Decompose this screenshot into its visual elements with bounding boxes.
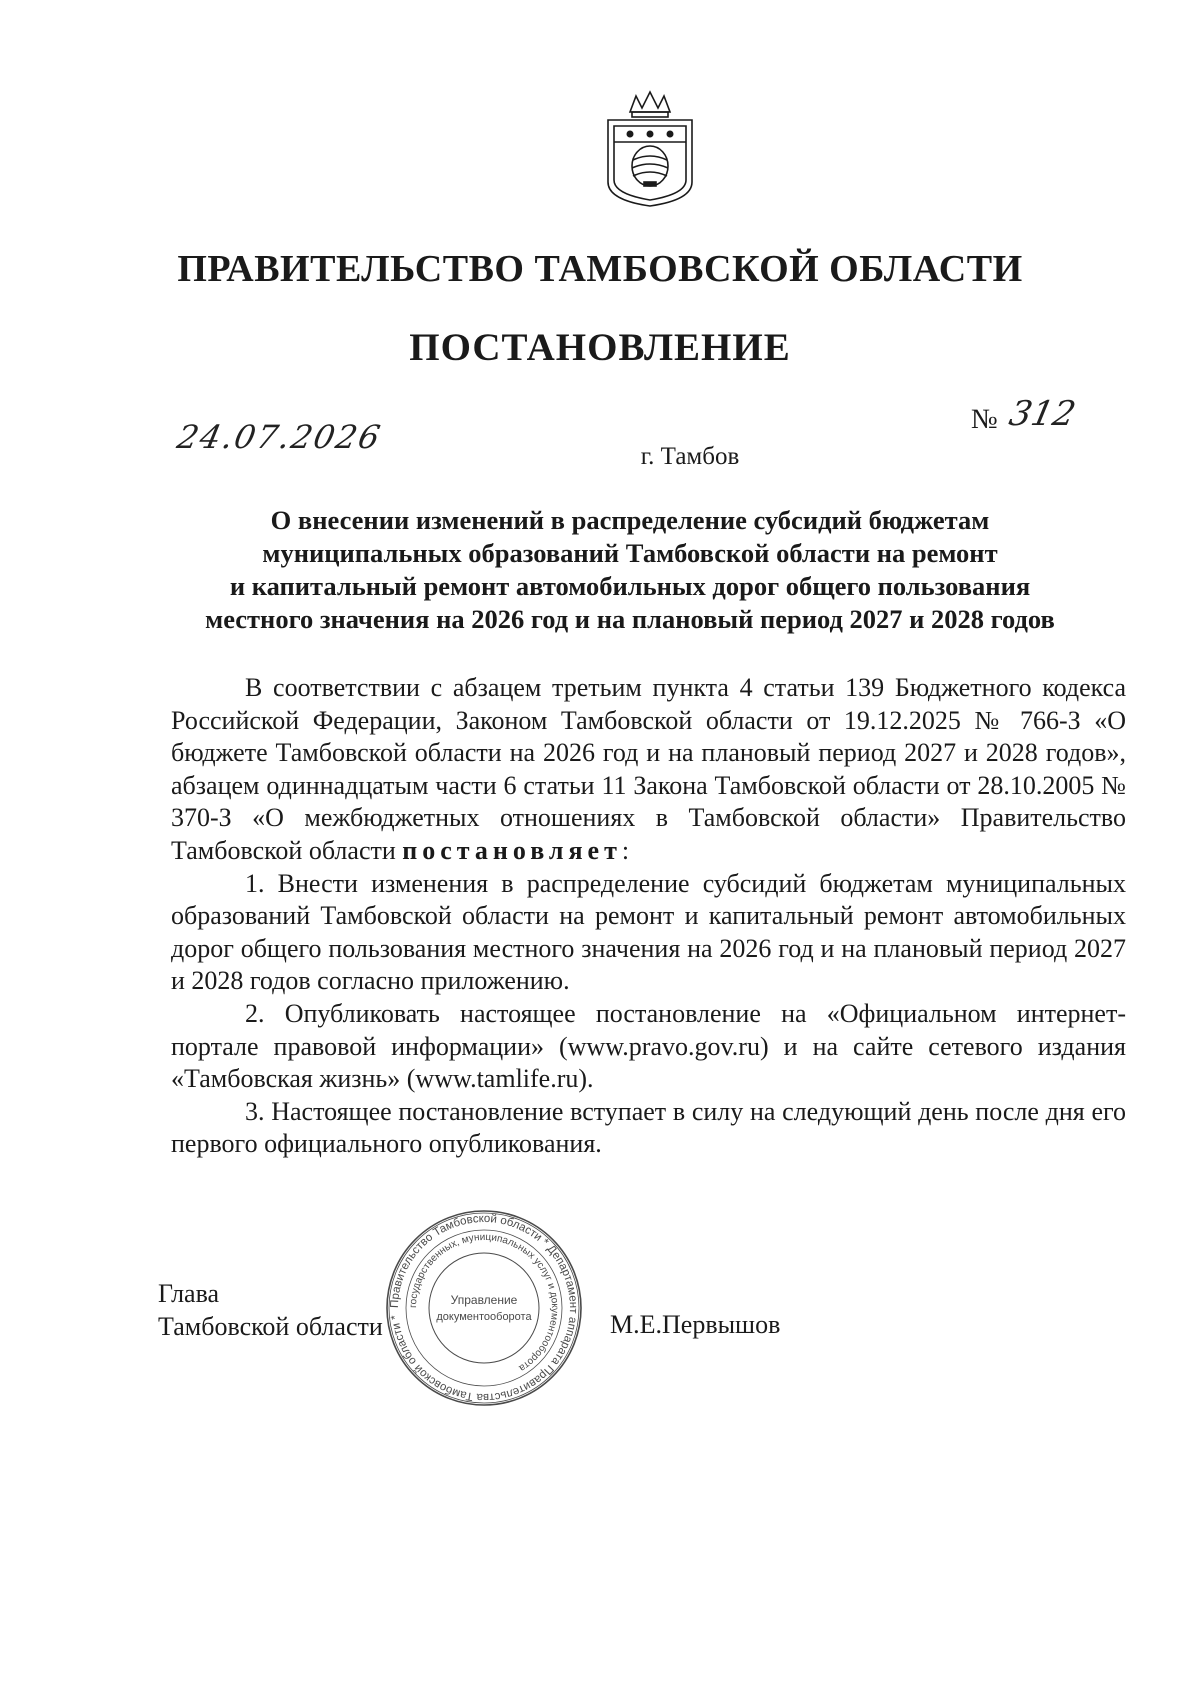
document-number: 312 (1005, 394, 1080, 434)
subject-line: О внесении изменений в распределение субсидий бюджетам (270, 505, 990, 535)
preamble-paragraph (171, 672, 1126, 868)
subject-line: местного значения на 2026 год и на плановый период 2027 и 2028 годов (205, 604, 1055, 634)
subject-line: и капитальный ремонт автомобильных дорог общего пользования (229, 571, 1031, 601)
decree-colon: : (621, 835, 630, 865)
document-date: 24.07.2026 (173, 418, 386, 456)
decree-item-3: 3. Настоящее постановление вступает в силу на следующий день после дня его первого официального опубликования. (171, 1096, 1126, 1159)
official-stamp-seal (384, 1208, 584, 1408)
document-subject (180, 504, 1080, 636)
document-type-title: ПОСТАНОВЛЕНИЕ (409, 326, 791, 369)
subject-line: муниципальных образований Тамбовской области на ремонт (262, 538, 998, 568)
signatory-name: М.Е.Первышов (610, 1310, 781, 1339)
preamble-text: В соответствии с абзацем третьим пункта 4 статьи 139 Бюджетного кодекса Российской Федерации, Законом Тамбовской области от 19.12.2025 № 766-З «О бюджете Тамбовской области на 2026 год и на плановый период 2027 и 2028 годов», абзацем одиннадцатым части 6 статьи 11 Закона Тамбовской области от 28.10.2005 № 370-З «О межбюджетных отношениях в Тамбовской области» Правительство Тамбовской области (171, 673, 1126, 865)
decree-word: постановляет (402, 835, 622, 865)
document-city: г. Тамбов (640, 443, 740, 470)
stamp-outer-text: Правительство Тамбовской области * Департамент аппарата Правительства Тамбовской области * (388, 1212, 580, 1404)
stamp-inner-text: государственных, муниципальных услуг и документооборота (407, 1231, 561, 1374)
signatory-position-line: Тамбовской области (158, 1312, 383, 1341)
government-title: ПРАВИТЕЛЬСТВО ТАМБОВСКОЙ ОБЛАСТИ (177, 248, 1023, 290)
signatory-position (158, 1277, 383, 1343)
decree-item-2: 2. Опубликовать настоящее постановление на «Официальном интернет-портале правовой информации» (www.pravo.gov.ru) и на сайте сетевого издания «Тамбовская жизнь» (www.tamlife.ru). (171, 998, 1126, 1094)
document-body (171, 672, 1126, 1161)
signatory-position-line: Глава (158, 1279, 220, 1308)
number-sign: № (971, 404, 998, 435)
stamp-center-line: документооборота (436, 1311, 532, 1323)
tambov-coat-of-arms-icon (600, 90, 700, 210)
stamp-center-line: Управление (450, 1293, 518, 1307)
decree-item-1: 1. Внести изменения в распределение субсидий бюджетам муниципальных образований Тамбовской области на ремонт и капитальный ремонт автомобильных дорог общего пользования местного значения на 2026 год и на плановый период 2027 и 2028 годов согласно приложению. (171, 868, 1126, 996)
